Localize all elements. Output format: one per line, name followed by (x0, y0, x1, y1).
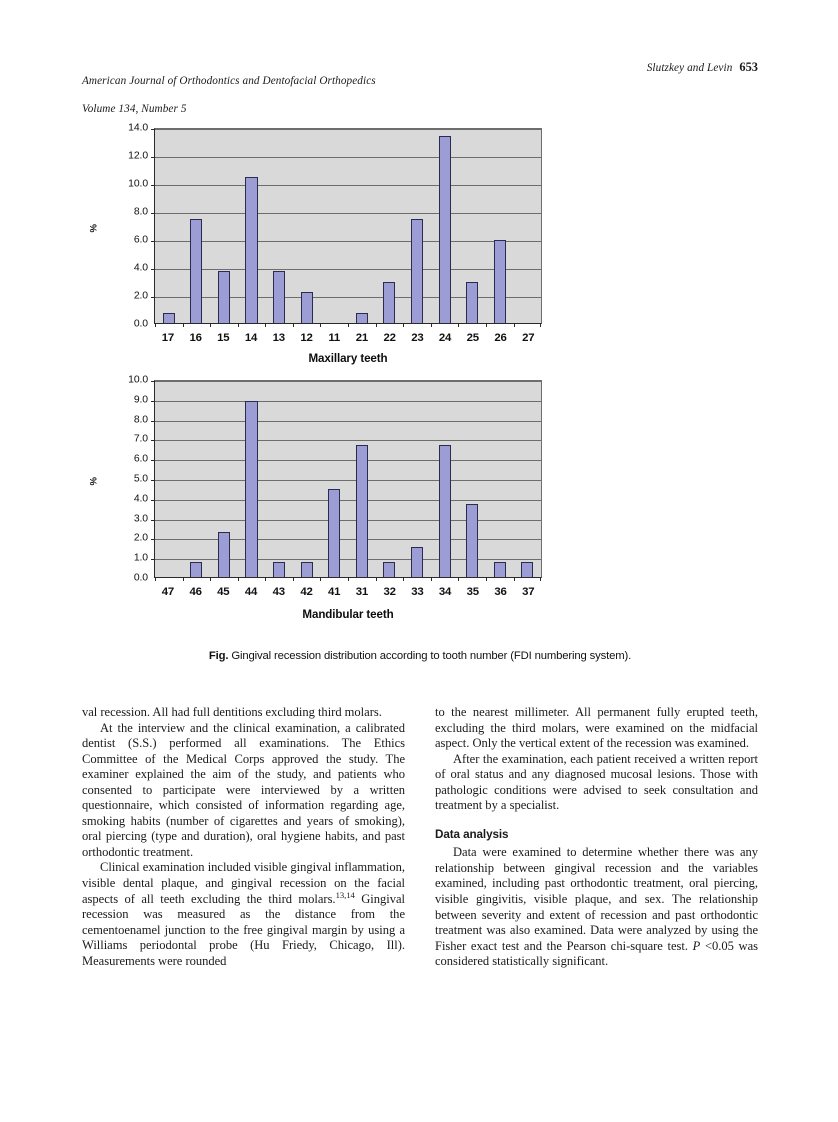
bar-slot (238, 129, 266, 323)
x-axis-tick-mark (183, 323, 184, 327)
x-axis-tick-label: 12 (300, 332, 313, 344)
y-axis-tick-label: 7.0 (133, 433, 148, 445)
bar-slot (210, 381, 238, 577)
y-axis-tick-label: 10.0 (128, 374, 148, 386)
x-axis-tick-mark (320, 577, 321, 581)
bar (521, 562, 533, 577)
bar-slot (403, 381, 431, 577)
bar-slot (265, 129, 293, 323)
x-axis-tick-label: 46 (189, 586, 202, 598)
right-column (435, 705, 758, 970)
bar-slot (183, 381, 211, 577)
x-axis-tick-mark (238, 577, 239, 581)
x-axis-tick-label: 32 (383, 586, 396, 598)
x-axis-tick-label: 33 (411, 586, 424, 598)
x-axis-tick-label: 44 (244, 586, 258, 598)
x-axis-tick-mark (514, 577, 515, 581)
x-axis-tick-mark (348, 577, 349, 581)
bar-slot (320, 381, 348, 577)
y-axis-tick-label: 8.0 (133, 414, 148, 426)
bar (301, 292, 313, 324)
bar (439, 136, 451, 323)
bar-slot (376, 381, 404, 577)
bar-series (155, 129, 541, 323)
x-axis-tick-label: 41 (328, 586, 341, 598)
x-axis-tick-mark (265, 323, 266, 327)
x-axis-tick-mark (376, 577, 377, 581)
bar (218, 532, 230, 577)
bar-slot (348, 129, 376, 323)
paragraph: to the nearest millimeter. All permanent fully erupted teeth, excluding the third molars, were examined on the midfacial aspect. Only the vertical extent of the recession was examined. (435, 705, 758, 751)
bar-slot (348, 381, 376, 577)
bar-slot (210, 129, 238, 323)
x-axis-tick-label: 22 (383, 332, 396, 344)
y-axis-tick-labels (104, 372, 148, 630)
y-axis-tick-label: 0.0 (133, 572, 148, 584)
bar (383, 282, 395, 323)
x-axis-tick-mark (458, 577, 459, 581)
figure-caption-text: Gingival recession distribution according to tooth number (FDI numbering system). (231, 650, 632, 662)
bar-slot (458, 381, 486, 577)
bar (494, 240, 506, 323)
plot-area (154, 128, 542, 324)
x-axis-tick-label: 36 (494, 586, 507, 598)
bar-slot (238, 381, 266, 577)
x-axis-tick-mark (486, 323, 487, 327)
paragraph: After the examination, each patient received a written report of oral status and any diagnosed mucosal lesions. Those with pathologic conditions were advised to seek consultation and treatment by a specialist. (435, 751, 758, 813)
bar (273, 562, 285, 577)
bar (190, 219, 202, 323)
x-axis-title: Mandibular teeth (302, 608, 394, 621)
paragraph: At the interview and the clinical examination, a calibrated dentist (S.S.) performed all examinations. The Ethics Committee of the Medical Corps approved the study. The examiner explained the aim of the study, and patients who consented to participate were interviewed by a written questionnaire, which consisted of information regarding age, smoking habits (number of cigarettes and years of smoking), oral piercing (type and duration), oral hygiene habits, and past orthodontic treatment. (82, 720, 405, 859)
bar (383, 562, 395, 577)
bar (245, 401, 257, 577)
y-axis-tick-label: 8.0 (133, 206, 148, 218)
x-axis-tick-mark (540, 577, 541, 581)
bar (439, 445, 451, 577)
bar-slot (183, 129, 211, 323)
y-axis-tick-label: 2.0 (133, 290, 148, 302)
x-axis-tick-label: 15 (217, 332, 230, 344)
x-axis-tick-label: 17 (161, 332, 174, 344)
x-axis-title: Maxillary teeth (308, 352, 388, 365)
x-axis-tick-label: 45 (217, 586, 230, 598)
plot-area (154, 380, 542, 578)
x-axis-tick-label: 14 (244, 332, 258, 344)
x-axis-tick-mark (403, 323, 404, 327)
chart-mandibular (82, 372, 758, 630)
figure-caption-label: Fig. (208, 650, 229, 662)
y-axis-tick-label: 4.0 (133, 262, 148, 274)
bar-slot (265, 381, 293, 577)
y-axis-tick-label: 2.0 (133, 532, 148, 544)
y-axis-tick-label: 14.0 (128, 122, 148, 134)
x-axis-tick-label: 34 (438, 586, 452, 598)
authors-name: Slutzkey and Levin (646, 62, 733, 74)
bar (163, 313, 175, 324)
x-axis-tick-mark (293, 323, 294, 327)
x-axis-tick-mark (265, 577, 266, 581)
figure-block (82, 120, 758, 630)
bar (494, 562, 506, 577)
paragraph: val recession. All had full dentitions excluding third molars. (82, 705, 382, 719)
bar-slot (514, 129, 542, 323)
bar-slot (293, 129, 321, 323)
x-axis-tick-mark (155, 577, 156, 581)
figure-caption (82, 650, 758, 662)
paragraph (435, 845, 758, 969)
bar (218, 271, 230, 323)
x-axis-tick-labels (154, 586, 542, 598)
citation-reference: 13,14 (335, 889, 355, 900)
x-axis-tick-label: 11 (328, 332, 340, 344)
bar (328, 489, 340, 577)
bar-slot (320, 129, 348, 323)
journal-title: American Journal of Orthodontics and Dentofacial Orthopedics (82, 75, 376, 87)
bar-slot (155, 129, 183, 323)
x-axis-tick-label: 25 (466, 332, 479, 344)
x-axis-tick-label: 35 (466, 586, 479, 598)
y-axis-title: % (88, 224, 100, 233)
x-axis-tick-label: 42 (300, 586, 313, 598)
section-heading-data-analysis: Data analysis (435, 827, 509, 841)
x-axis-tick-mark (431, 323, 432, 327)
bar (466, 282, 478, 323)
x-axis-tick-mark (183, 577, 184, 581)
y-axis-tick-label: 6.0 (133, 234, 148, 246)
y-axis-tick-label: 4.0 (133, 493, 148, 505)
bar-slot (486, 381, 514, 577)
x-axis-tick-label: 37 (522, 586, 535, 598)
x-axis-tick-label: 21 (355, 332, 369, 344)
x-axis-tick-label: 31 (355, 586, 369, 598)
paragraph-text: Data were examined to determine whether there was any relationship between gingival recession and the variables examined, including past orthodontic treatment, oral piercing, visible gingivitis, visible plaque, and sex. The relationship between severity and extent of recession and past orthodontic treatment was also examined. Data were analyzed by using the Fisher exact test and the Pearson chi-square test. (435, 845, 758, 953)
x-axis-tick-mark (458, 323, 459, 327)
x-axis-tick-label: 27 (522, 332, 535, 344)
x-axis-tick-label: 23 (411, 332, 424, 344)
bar (301, 562, 313, 577)
bar (356, 445, 368, 577)
bar-slot (293, 381, 321, 577)
x-axis-tick-mark (210, 323, 211, 327)
statistic-symbol: P (692, 938, 701, 953)
x-axis-tick-label: 26 (494, 332, 507, 344)
left-column (82, 705, 405, 970)
x-axis-tick-mark (431, 577, 432, 581)
page-number: 653 (739, 60, 758, 74)
paragraph-text: <0.05 was considered statistically significant. (435, 938, 758, 969)
bar (411, 547, 423, 577)
y-axis-tick-label: 10.0 (128, 178, 148, 190)
authors-and-page (647, 60, 758, 75)
bar (356, 313, 368, 324)
x-axis-tick-label: 16 (189, 332, 202, 344)
x-axis-tick-mark (540, 323, 541, 327)
bar-series (155, 381, 541, 577)
bar-slot (431, 381, 459, 577)
y-axis-tick-label: 1.0 (133, 552, 148, 564)
bar (466, 504, 478, 577)
y-axis-tick-label: 0.0 (133, 318, 148, 330)
bar-slot (403, 129, 431, 323)
y-axis-tick-label: 5.0 (133, 473, 148, 485)
bar (190, 562, 202, 577)
paragraph-text: Gingival recession was measured as the distance from the cementoenamel junction to the free gingival margin by using a Williams periodontal probe (Hu Friedy, Chicago, Ill). Measurements were rounded (82, 891, 405, 968)
paragraph (82, 860, 405, 969)
y-axis-title: % (88, 477, 100, 486)
x-axis-tick-labels (154, 332, 542, 344)
y-axis-tick-label: 12.0 (128, 150, 148, 162)
x-axis-tick-mark (238, 323, 239, 327)
x-axis-tick-mark (155, 323, 156, 327)
x-axis-tick-mark (348, 323, 349, 327)
bar-slot (431, 129, 459, 323)
y-axis-tick-label: 3.0 (133, 513, 148, 525)
x-axis-tick-label: 24 (438, 332, 452, 344)
x-axis-tick-mark (293, 577, 294, 581)
y-axis-tick-labels (104, 120, 148, 372)
x-axis-tick-mark (486, 577, 487, 581)
y-axis-tick-label: 9.0 (133, 394, 148, 406)
x-axis-tick-label: 13 (272, 332, 285, 344)
bar (411, 219, 423, 323)
x-axis-tick-mark (210, 577, 211, 581)
x-axis-tick-mark (376, 323, 377, 327)
journal-volume: Volume 134, Number 5 (82, 103, 187, 115)
x-axis-tick-mark (403, 577, 404, 581)
x-axis-tick-label: 43 (272, 586, 285, 598)
y-axis-tick-label: 6.0 (133, 453, 148, 465)
x-axis-tick-mark (320, 323, 321, 327)
bar (245, 177, 257, 323)
paragraph-text: Clinical examination included visible gingival inflammation, visible dental plaque, and gingival recession on the facial aspects of all teeth excluding the third molars. (82, 860, 405, 906)
bar (273, 271, 285, 323)
bar-slot (376, 129, 404, 323)
bar-slot (514, 381, 542, 577)
x-axis-tick-label: 47 (161, 586, 174, 598)
x-axis-tick-mark (514, 323, 515, 327)
bar-slot (458, 129, 486, 323)
bar-slot (486, 129, 514, 323)
chart-maxillary (82, 120, 758, 372)
body-columns (82, 705, 758, 970)
bar-slot (155, 381, 183, 577)
